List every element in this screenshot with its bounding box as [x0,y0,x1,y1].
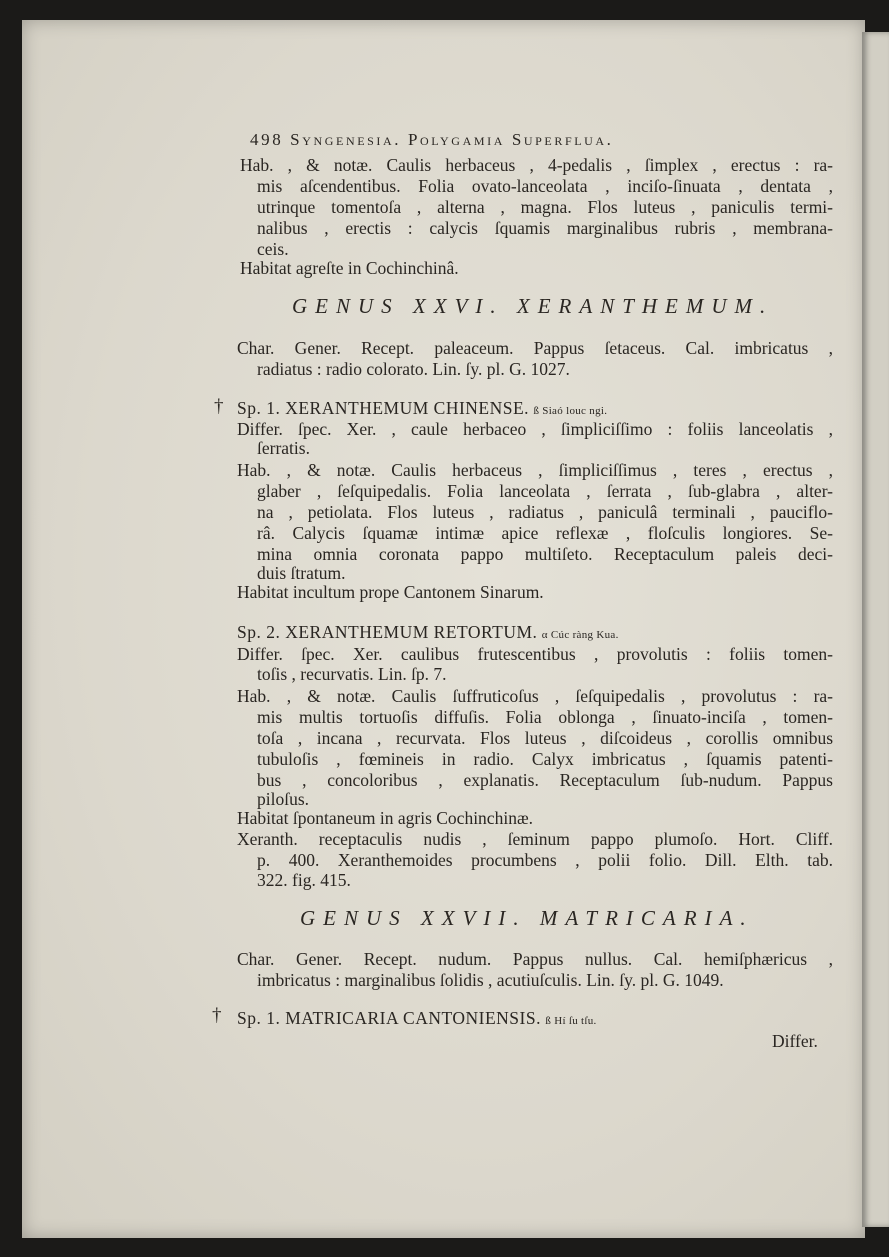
genus-26-char-line-2: radiatus : radio colorato. Lin. ſy. pl. G. 1027. [257,359,570,379]
block1-habitat: Habitat agreſte in Cochinchinâ. [240,258,459,278]
sp1-differ-line-2: ſerratis. [257,438,310,458]
sp1-hab-line-1: Hab. , & notæ. Caulis herbaceus , ſimpliciſſimus , teres , erectus , [237,460,833,480]
sp3-native-name: ß Hí ſu tſu. [545,1015,597,1027]
sp1-hab-line-2: glaber , ſeſquipedalis. Folia lanceolata , ſerrata , ſub-glabra , alter- [257,481,833,501]
sp1-heading-line [237,398,607,421]
sp1-native-name: ß Siaó louc ngi. [533,405,608,417]
sp1-hab-line-4: râ. Calycis ſquamæ intimæ apice reflexæ , floſculis longiores. Se- [257,523,833,543]
page-number: 498 [250,130,284,149]
block1-line-5: ceis. [257,239,289,259]
sp2-native-name: α Cúc ràng Kua. [541,629,619,641]
block1-line-4: nalibus , erectis : calycis ſquamis marginalibus rubris , membrana- [257,218,833,238]
dagger-mark-matricaria: † [212,1005,222,1026]
genus-26-char-line-1: Char. Gener. Recept. paleaceum. Pappus ſetaceus. Cal. imbricatus , [237,338,833,358]
block1-line-1: Hab. , & notæ. Caulis herbaceus , 4-pedalis , ſimplex , erectus : ra- [240,155,833,175]
sp2-hab-line-6: piloſus. [257,789,310,809]
sp2-ref-line-2: p. 400. Xeranthemoides procumbens , polii folio. Dill. Elth. tab. [257,850,833,870]
sp2-habitat: Habitat ſpontaneum in agris Cochinchinæ. [237,808,533,828]
sp1-habitat: Habitat incultum prope Cantonem Sinarum. [237,582,544,602]
sp2-ref-line-3: 322. fig. 415. [257,870,351,890]
sp2-differ-line-1: Differ. ſpec. Xer. caulibus frutescentibus , provolutis : foliis tomen- [237,644,833,664]
dagger-mark: † [214,396,224,417]
sp2-hab-line-5: bus , concoloribus , explanatis. Receptaculum ſub-nudum. Pappus [257,770,833,790]
running-head [250,130,770,150]
sp2-hab-line-3: toſa , incana , recurvata. Flos luteus , diſcoideus , corollis omnibus [257,728,833,748]
genus-27-title: GENUS XXVII. MATRICARIA. [300,906,754,930]
genus-27-char-line-1: Char. Gener. Recept. nudum. Pappus nullus. Cal. hemiſphæricus , [237,949,833,969]
sp2-hab-line-2: mis multis tortuoſis diffuſis. Folia oblonga , ſinuato-inciſa , tomen- [257,707,833,727]
sp2-hab-line-4: tubuloſis , fœmineis in radio. Calyx imbricatus , ſquamis patenti- [257,749,833,769]
sp2-ref-line-1: Xeranth. receptaculis nudis , ſeminum pappo plumoſo. Hort. Cliff. [237,829,833,849]
block1-line-2: mis aſcendentibus. Folia ovato-lanceolata , inciſo-ſinuata , dentata , [257,176,833,196]
sp3-heading: Sp. 1. MATRICARIA CANTONIENSIS. [237,1008,541,1028]
catchword: Differ. [772,1031,818,1051]
sp1-hab-line-6: duis ſtratum. [257,563,346,583]
block1-line-3: utrinque tomentoſa , alterna , magna. Flos luteus , paniculis termi- [257,197,833,217]
genus-26-title: GENUS XXVI. XERANTHEMUM. [292,294,774,318]
sp1-hab-line-5: mina omnia coronata pappo multiſeto. Receptaculum paleis deci- [257,544,833,564]
sp2-heading-line [237,622,619,645]
next-page-edge [862,32,889,1227]
sp3-heading-line [237,1008,597,1031]
sp1-heading: Sp. 1. XERANTHEMUM CHINENSE. [237,398,530,418]
sp2-differ-line-2: toſis , recurvatis. Lin. ſp. 7. [257,664,447,684]
sp1-differ-line-1: Differ. ſpec. Xer. , caule herbaceo , ſimpliciſſimo : foliis lanceolatis , [237,419,833,439]
genus-27-char-line-2: imbricatus : marginalibus ſolidis , acutiuſculis. Lin. ſy. pl. G. 1049. [257,970,724,990]
sp2-hab-line-1: Hab. , & notæ. Caulis ſuffruticoſus , ſeſquipedalis , provolutus : ra- [237,686,833,706]
sp1-hab-line-3: na , petiolata. Flos luteus , radiatus , paniculâ terminali , pauciflo- [257,502,833,522]
sp2-heading: Sp. 2. XERANTHEMUM RETORTUM. [237,622,538,642]
running-title: Syngenesia. Polygamia Superflua. [290,130,614,149]
